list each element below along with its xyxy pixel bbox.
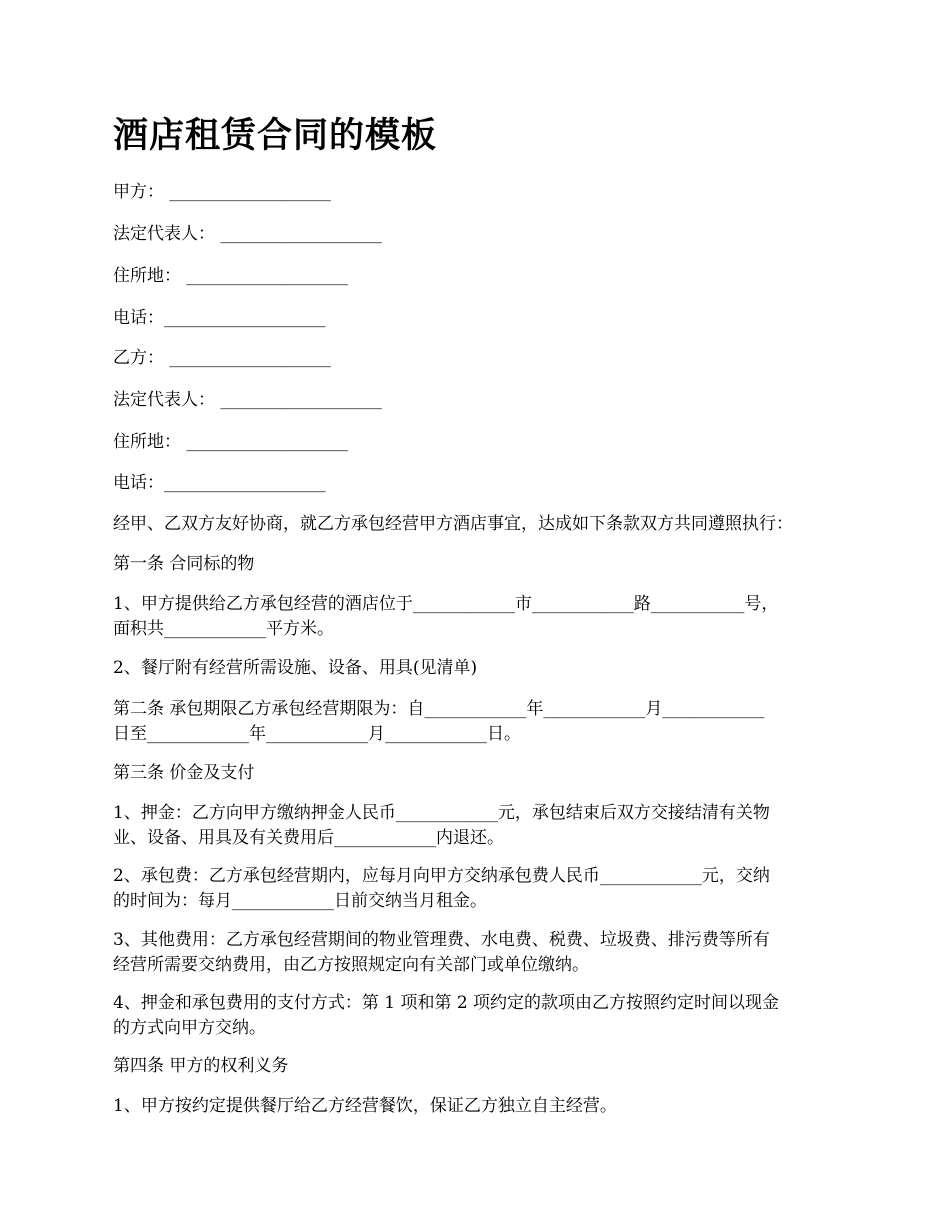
article-3-clause-1: 1、押金：乙方向甲方缴纳押金人民币____________元，承包结束后双方交接结清有关物 业、设备、用具及有关费用后____________内退还。 <box>113 803 770 848</box>
document-title: 酒店租赁合同的模板 <box>113 115 438 156</box>
article-1-clause-1: 1、甲方提供给乙方承包经营的酒店位于____________市____________路___________号， 面积共____________平方米。 <box>113 594 779 639</box>
party-b-representative: 法定代表人： ___________________ <box>113 390 382 410</box>
article-4-heading: 第四条 甲方的权利义务 <box>113 1056 289 1076</box>
article-3-heading: 第三条 价金及支付 <box>113 763 255 783</box>
party-b-address: 住所地： ___________________ <box>113 432 348 452</box>
party-b-name: 乙方： ___________________ <box>113 348 331 368</box>
preamble-paragraph: 经甲、乙双方友好协商，就乙方承包经营甲方酒店事宜，达成如下条款双方共同遵照执行： <box>113 514 793 534</box>
article-3-clause-2: 2、承包费：乙方承包经营期内，应每月向甲方交纳承包费人民币____________元，交纳 的时间为：每月____________日前交纳当月租金。 <box>113 866 770 911</box>
party-a-name: 甲方： ___________________ <box>113 182 331 202</box>
article-3-clause-3: 3、其他费用：乙方承包经营期间的物业管理费、水电费、税费、垃圾费、排污费等所有 经营所需要交纳费用，由乙方按照规定向有关部门或单位缴纳。 <box>113 930 770 975</box>
article-3-clause-4: 4、押金和承包费用的支付方式：第 1 项和第 2 项约定的款项由乙方按照约定时间以现金 的方式向甲方交纳。 <box>113 993 780 1038</box>
party-a-address: 住所地： ___________________ <box>113 266 348 286</box>
party-a-phone: 电话：___________________ <box>113 308 326 328</box>
party-b-phone: 电话：___________________ <box>113 473 326 493</box>
article-1-clause-2: 2、餐厅附有经营所需设施、设备、用具(见清单) <box>113 658 478 678</box>
article-4-clause-1: 1、甲方按约定提供餐厅给乙方经营餐饮，保证乙方独立自主经营。 <box>113 1096 617 1116</box>
party-a-representative: 法定代表人： ___________________ <box>113 224 382 244</box>
article-2-paragraph: 第二条 承包期限乙方承包经营期限为：自____________年____________月____________ 日至____________年____________月____________日。 <box>113 699 765 744</box>
article-1-heading: 第一条 合同标的物 <box>113 554 255 574</box>
